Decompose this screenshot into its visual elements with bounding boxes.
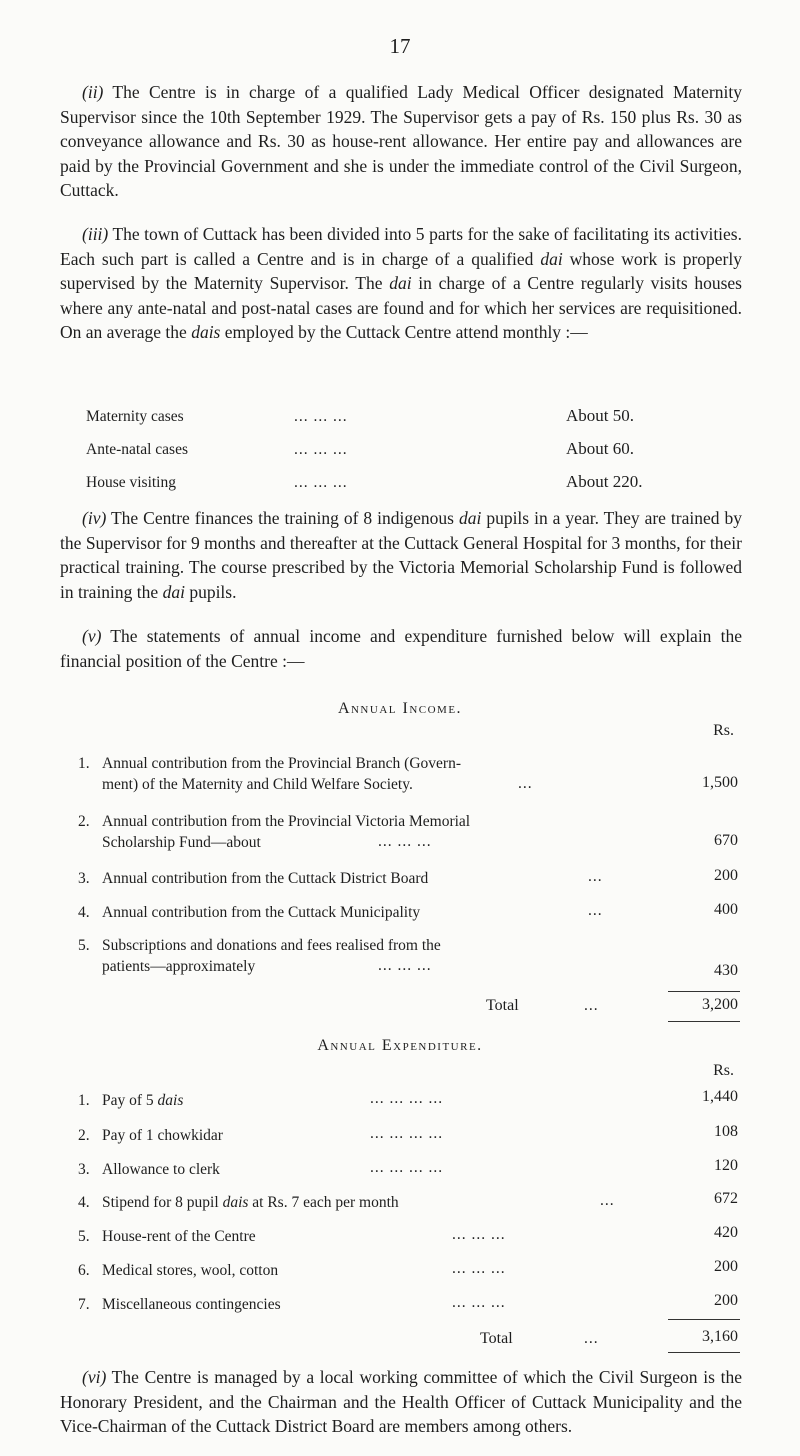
page-number: 17 <box>389 34 411 58</box>
item-text: Pay of 5 <box>102 1092 158 1109</box>
leader-dots: ... ... ... <box>294 474 348 491</box>
item-text: Medical stores, wool, cotton <box>102 1262 279 1279</box>
monthly-value: About 50. <box>566 406 634 425</box>
monthly-value: About 220. <box>566 472 643 491</box>
leader-dots: ... <box>600 1192 615 1209</box>
item-text: patients—approximately <box>102 958 256 975</box>
monthly-value: About 60. <box>566 439 634 458</box>
leader-dots: ... ... ... <box>452 1260 506 1277</box>
expenditure-amount: 108 <box>714 1123 738 1140</box>
paragraph-number: (iii) <box>82 224 109 244</box>
leader-dots: ... <box>518 775 533 792</box>
leader-dots: ... ... ... ... <box>370 1090 444 1107</box>
paragraph-text: whose work is properly supervised by the Maternity Supervisor. The <box>60 248 742 294</box>
monthly-label: House visiting <box>86 474 176 491</box>
income-amount: 670 <box>714 832 738 849</box>
item-number: 5. <box>78 1228 90 1245</box>
income-amount: 200 <box>714 867 738 884</box>
expenditure-amount: 672 <box>714 1190 738 1207</box>
item-number: 2. <box>78 1127 90 1144</box>
total-label: Total <box>486 997 519 1014</box>
italic-term: dai <box>540 248 563 269</box>
item-text: Annual contribution from the Provincial Branch (Govern- <box>102 755 461 772</box>
item-text: Annual contribution from the Provincial Victoria Memorial <box>102 813 471 830</box>
expenditure-total: 3,160 <box>702 1328 738 1345</box>
paragraph-number: (ii) <box>82 82 104 102</box>
total-rule <box>668 1021 740 1022</box>
item-number: 4. <box>78 1194 90 1211</box>
leader-dots: ... <box>584 997 599 1014</box>
item-text: Subscriptions and donations and fees realised from the <box>102 937 441 954</box>
income-item <box>78 868 428 889</box>
item-text: House-rent of the Centre <box>102 1228 256 1245</box>
item-number: 5. <box>78 937 90 954</box>
italic-term: dais <box>191 322 221 343</box>
leader-dots: ... ... ... <box>378 957 432 974</box>
paragraph-text: in charge of a Centre regularly visits houses where any ante-natal and post-natal cases are found and for which her services are requisitioned. On an average the <box>60 273 742 343</box>
expenditure-item <box>78 1192 399 1213</box>
leader-dots: ... ... ... ... <box>370 1159 444 1176</box>
leader-dots: ... <box>584 1330 599 1347</box>
income-heading: Annual Income. <box>337 700 463 717</box>
item-number: 1. <box>78 1092 90 1109</box>
paragraph-number: (vi) <box>82 1367 107 1387</box>
currency-header: Rs. <box>713 1062 734 1079</box>
expenditure-item <box>78 1260 278 1281</box>
item-number: 6. <box>78 1262 90 1279</box>
leader-dots: ... ... ... <box>452 1226 506 1243</box>
paragraph-ii <box>60 80 742 203</box>
italic-term: dais <box>222 1194 249 1211</box>
income-amount: 1,500 <box>702 774 738 791</box>
item-number: 2. <box>78 813 90 830</box>
item-text: Stipend for 8 pupil <box>102 1194 223 1211</box>
monthly-label: Ante-natal cases <box>86 441 188 458</box>
item-text: ment) of the Maternity and Child Welfare Society. <box>102 776 413 793</box>
leader-dots: ... ... ... <box>378 833 432 850</box>
leader-dots: ... ... ... <box>452 1294 506 1311</box>
paragraph-iv <box>60 506 742 604</box>
item-number: 3. <box>78 1161 90 1178</box>
expenditure-item <box>78 1226 256 1247</box>
currency-header: Rs. <box>713 722 734 739</box>
italic-term: dais <box>157 1092 184 1109</box>
leader-dots: ... ... ... <box>294 441 348 458</box>
paragraph-number: (iv) <box>82 508 107 528</box>
paragraph-text: The Centre finances the training of 8 indigenous <box>106 508 459 528</box>
item-number: 1. <box>78 755 90 772</box>
income-amount: 430 <box>714 962 738 979</box>
expenditure-item <box>78 1294 281 1315</box>
expenditure-amount: 200 <box>714 1258 738 1275</box>
italic-term: dai <box>162 581 185 602</box>
expenditure-amount: 200 <box>714 1292 738 1309</box>
paragraph-v <box>60 624 742 673</box>
paragraph-iii <box>60 222 742 345</box>
total-rule <box>668 1319 740 1320</box>
expenditure-amount: 420 <box>714 1224 738 1241</box>
leader-dots: ... <box>588 868 603 885</box>
leader-dots: ... ... ... <box>294 408 348 425</box>
paragraph-text: pupils in a year. They are trained by the Supervisor for 9 months and thereafter at the Cuttack General Hospital for 3 months, for their practical training. The course prescribed by the Victoria Memorial Scholarship Fund is followed in training the <box>60 508 742 602</box>
expenditure-amount: 120 <box>714 1157 738 1174</box>
paragraph-vi <box>60 1365 742 1439</box>
income-item <box>78 902 420 923</box>
expenditure-item <box>78 1125 223 1146</box>
paragraph-text: The statements of annual income and expenditure furnished below will explain the financial position of the Centre :— <box>60 626 742 671</box>
paragraph-text: The Centre is managed by a local working committee of which the Civil Surgeon is the Honorary President, and the Chairman and the Health Officer of Cuttack Municipality and the Vice-Chairman of the Cuttack District Board are members among others. <box>60 1367 742 1437</box>
item-text: Scholarship Fund—about <box>102 834 261 851</box>
total-label: Total <box>480 1330 513 1347</box>
income-total: 3,200 <box>702 996 738 1013</box>
expenditure-heading: Annual Expenditure. <box>317 1037 483 1054</box>
item-number: 3. <box>78 870 90 887</box>
paragraph-text: The Centre is in charge of a qualified Lady Medical Officer designated Maternity Supervisor since the 10th September 1929. The Supervisor gets a pay of Rs. 150 plus Rs. 30 as conveyance allowance and Rs. 30 as house-rent allowance. Her entire pay and allowances are paid by the Provincial Government and she is under the immediate control of the Civil Surgeon, Cuttack. <box>60 82 742 201</box>
expenditure-item <box>78 1159 220 1180</box>
item-number: 7. <box>78 1296 90 1313</box>
item-text: Pay of 1 chowkidar <box>102 1127 223 1144</box>
paragraph-text: pupils. <box>184 581 237 602</box>
item-text: at Rs. 7 each per month <box>248 1194 399 1211</box>
paragraph-number: (v) <box>82 626 102 646</box>
income-amount: 400 <box>714 901 738 918</box>
income-item <box>78 753 461 795</box>
expenditure-amount: 1,440 <box>702 1088 738 1105</box>
monthly-label: Maternity cases <box>86 408 184 425</box>
expenditure-item <box>78 1090 183 1111</box>
leader-dots: ... <box>588 902 603 919</box>
italic-term: dai <box>389 273 412 294</box>
total-rule <box>668 991 740 992</box>
item-text: Annual contribution from the Cuttack Municipality <box>102 904 421 921</box>
item-text: Miscellaneous contingencies <box>102 1296 281 1313</box>
paragraph-text: employed by the Cuttack Centre attend monthly :— <box>220 322 588 343</box>
item-text: Annual contribution from the Cuttack District Board <box>102 870 429 887</box>
paragraph-text: The town of Cuttack has been divided into 5 parts for the sake of facilitating its activities. Each such part is called a Centre and is in charge of a qualified <box>60 224 742 269</box>
item-text: Allowance to clerk <box>102 1161 220 1178</box>
italic-term: dai <box>458 508 482 528</box>
item-number: 4. <box>78 904 90 921</box>
leader-dots: ... ... ... ... <box>370 1125 444 1142</box>
total-rule <box>668 1352 740 1353</box>
